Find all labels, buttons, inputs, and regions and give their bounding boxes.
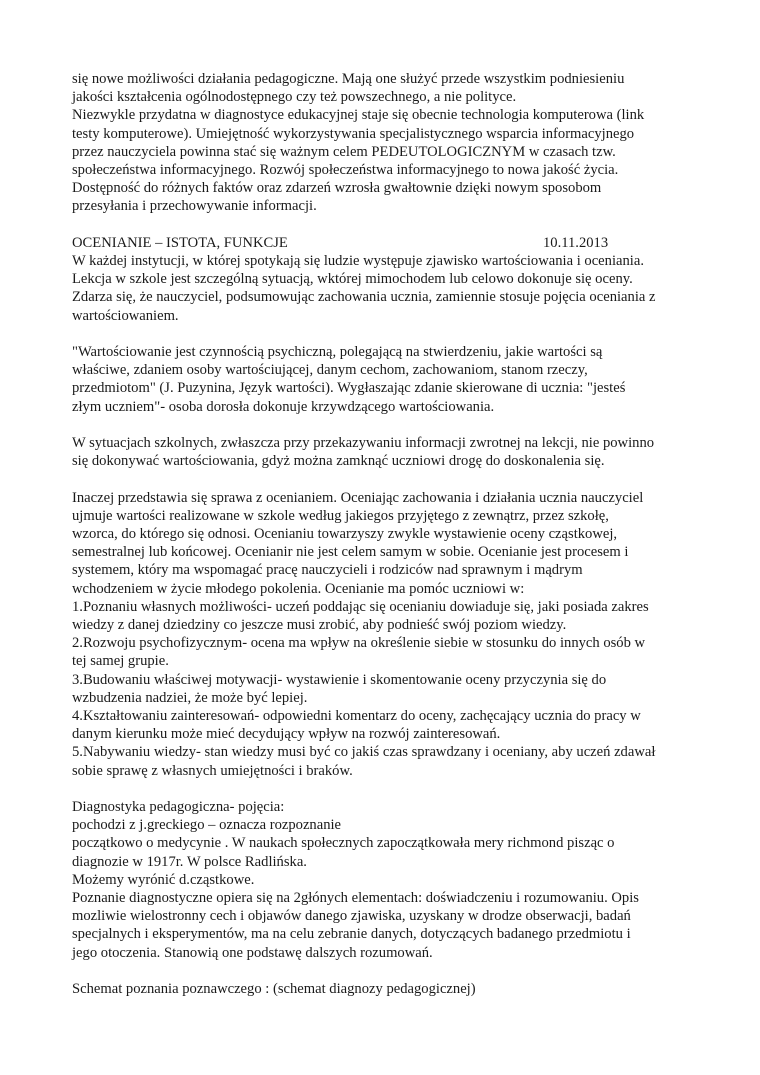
text-line: złym uczniem"- osoba dorosła dokonuje krzywdzącego wartościowania. xyxy=(72,398,495,415)
list-item: 2.Rozwoju psychofizycznym- ocena ma wpływ na określenie siebie w stosunku do innych osób w xyxy=(72,635,646,652)
text-line: specjalnych i eksperymentów, ma na celu zebranie danych, dotyczących badanego przedmiotu i xyxy=(72,926,631,943)
text-line: Możemy wyrónić d.cząstkowe. xyxy=(72,871,255,888)
text-line: pochodzi z j.greckiego – oznacza rozpoznanie xyxy=(72,817,342,834)
text-line: jakości kształcenia ogólnodostępnego czy też powszechnego, a nie polityce. xyxy=(72,89,517,106)
text-line: wiedzy z danej dziedziny co jeszcze musi zrobić, aby podnieść swój poziom wiedzy. xyxy=(72,617,567,634)
text-line: diagnozie w 1917r. W polsce Radlińska. xyxy=(72,853,307,870)
text-line: wchodzeniem w życie młodego pokolenia. Ocenianie ma pomóc uczniowi w: xyxy=(72,580,525,597)
paragraph-gap xyxy=(72,780,692,798)
section-date: 10.11.2013 xyxy=(543,234,609,251)
paragraph-technology xyxy=(72,70,692,216)
text-line: Diagnostyka pedagogiczna- pojęcia: xyxy=(72,799,285,816)
section-title: OCENIANIE – ISTOTA, FUNKCJE xyxy=(72,234,288,251)
text-line: przesyłania i przechowywanie informacji. xyxy=(72,198,317,215)
document-page xyxy=(72,70,692,998)
text-line: systemem, który ma wspomagać pracę nauczycieli i rodziców nad sprawnym i mądrym xyxy=(72,562,583,579)
text-line: testy komputerowe). Umiejętność wykorzystywania specjalistycznego wsparcia informacyjnego xyxy=(72,125,635,142)
text-line: wartościowaniem. xyxy=(72,307,179,324)
paragraph-diagnostyka xyxy=(72,798,692,962)
text-line: mozliwie wielostronny cech i objawów danego zjawiska, uzyskany w drodze obserwacji, badań xyxy=(72,908,631,925)
text-line: W sytuacjach szkolnych, zwłaszcza przy przekazywaniu informacji zwrotnej na lekcji, nie powinno xyxy=(72,435,655,452)
text-line: właściwe, zdaniem osoby wartościującej, danym cechom, zachowaniom, stanom rzeczy, xyxy=(72,362,588,379)
text-line: semestralnej lub końcowej. Ocenianir nie jest celem samym w sobie. Ocenianie jest procesem i xyxy=(72,544,629,561)
text-line: "Wartościowanie jest czynnością psychiczną, polegającą na stwierdzeniu, jakie wartości są xyxy=(72,344,603,361)
paragraph-schemat xyxy=(72,980,692,998)
text-line: się dokonywać wartościowania, gdyż można zamknąć uczniowi drogę do doskonalenia się. xyxy=(72,453,605,470)
paragraph-gap xyxy=(72,216,692,234)
text-line: danym kierunku może mieć decydujący wpływ na rozwój zainteresowań. xyxy=(72,726,501,743)
text-line: Schemat poznania poznawczego : (schemat diagnozy pedagogicznej) xyxy=(72,981,476,998)
list-item: 3.Budowaniu właściwej motywacji- wystawienie i skomentowanie oceny przyczynia się do xyxy=(72,671,607,688)
text-line: się nowe możliwości działania pedagogiczne. Mają one służyć przede wszystkim podniesieniu xyxy=(72,71,625,87)
paragraph-gap xyxy=(72,325,692,343)
text-line: przedmiotom" (J. Puzynina, Język wartości). Wygłaszając zdanie skierowane di ucznia: "jesteś xyxy=(72,380,626,397)
paragraph-quote xyxy=(72,343,692,416)
section-heading xyxy=(72,234,692,252)
text-line: W każdej instytucji, w której spotykają się ludzie występuje zjawisko wartościowania i oceniania. xyxy=(72,253,644,270)
text-line: Lekcja w szkole jest szczególną sytuacją, wktórej mimochodem lub celowo dokonuje się oceny. xyxy=(72,271,633,288)
text-line: Dostępność do różnych faktów oraz zdarzeń wzrosła gwałtownie dzięki nowym sposobom xyxy=(72,180,602,197)
text-line: jego otoczenia. Stanowią one podstawę dalszych rozumowań. xyxy=(72,944,433,961)
paragraph-instytucja xyxy=(72,252,692,325)
list-item: 4.Kształtowaniu zainteresowań- odpowiedni komentarz do oceny, zachęcający ucznia do pracy w xyxy=(72,708,641,725)
text-line: ujmuje wartości realizowane w szkole według jakiegos przyjętego z zewnątrz, przez szkołę, xyxy=(72,507,609,524)
paragraph-gap xyxy=(72,962,692,980)
text-line: wzorca, do którego się odnosi. Ocenianiu towarzyszy zwykle wystawienie oceny cząstkowej, xyxy=(72,526,618,543)
text-line: tej samej grupie. xyxy=(72,653,169,670)
paragraph-sytuacje xyxy=(72,434,692,470)
text-line: społeczeństwa informacyjnego. Rozwój społeczeństwa informacyjnego to nowa jakość życia. xyxy=(72,162,619,179)
text-line: sobie sprawę z własnych umiejętności i braków. xyxy=(72,762,353,779)
text-line: Niezwykle przydatna w diagnostyce edukacyjnej staje się obecnie technologia komputerowa (link xyxy=(72,107,645,124)
text-line: Zdarza się, że nauczyciel, podsumowując zachowania ucznia, zamiennie stosuje pojęcia oceniania z xyxy=(72,289,656,306)
text-line: Poznanie diagnostyczne opiera się na 2głónych elementach: doświadczeniu i rozumowaniu. Opis xyxy=(72,890,639,907)
list-item: 5.Nabywaniu wiedzy- stan wiedzy musi być co jakiś czas sprawdzany i oceniany, aby uczeń zdawał xyxy=(72,744,656,761)
text-line: przez nauczyciela powinna stać się ważnym celem PEDEUTOLOGICZNYM w czasach tzw. xyxy=(72,143,616,160)
paragraph-ocenianie xyxy=(72,489,692,780)
text-line: wzbudzenia nadziei, że może być lepiej. xyxy=(72,689,308,706)
list-item: 1.Poznaniu własnych możliwości- uczeń poddając się ocenianiu dowiaduje się, jaki posiada zakres xyxy=(72,598,649,615)
paragraph-gap xyxy=(72,416,692,434)
paragraph-gap xyxy=(72,470,692,488)
text-line: Inaczej przedstawia się sprawa z ocenianiem. Oceniając zachowania i działania ucznia nauczyciel xyxy=(72,489,644,506)
text-line: początkowo o medycynie . W naukach społecznych zapoczątkowała mery richmond pisząc o xyxy=(72,835,615,852)
